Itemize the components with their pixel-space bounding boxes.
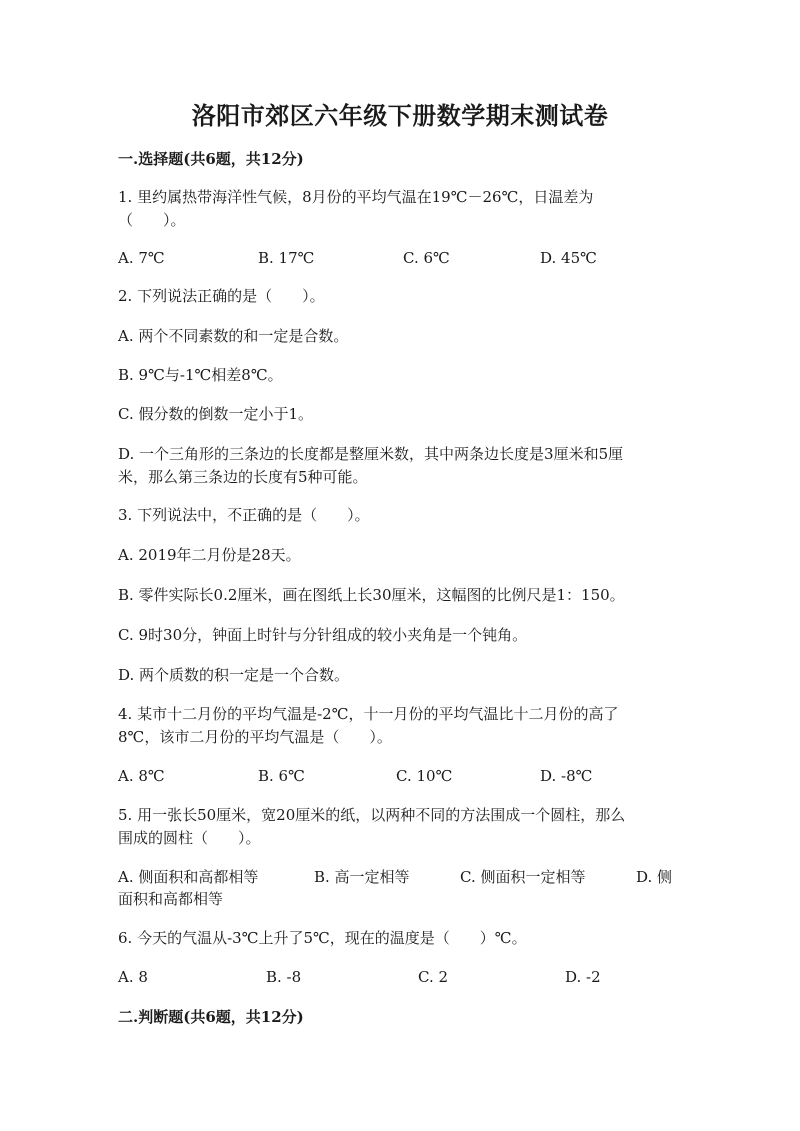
question-6-option-b: B. -8 — [266, 968, 302, 986]
question-4-option-c: C. 10℃ — [396, 767, 453, 785]
question-1-option-b: B. 17℃ — [258, 249, 315, 267]
question-2-option-d-cont: 米，那么第三条边的长度有5种可能。 — [118, 468, 368, 486]
question-5-option-a: A. 侧面积和高都相等 — [118, 868, 259, 886]
question-1-option-d: D. 45℃ — [540, 249, 597, 267]
question-6-stem: 6. 今天的气温从-3℃上升了5℃，现在的温度是（ ）℃。 — [118, 929, 527, 947]
question-2-option-a: A. 两个不同素数的和一定是合数。 — [118, 327, 349, 345]
question-3-option-b: B. 零件实际长0.2厘米，画在图纸上长30厘米，这幅图的比例尺是1：150。 — [118, 586, 625, 604]
question-2-option-c: C. 假分数的倒数一定小于1。 — [118, 405, 314, 423]
question-2-option-b: B. 9℃与-1℃相差8℃。 — [118, 366, 283, 384]
question-6-option-c: C. 2 — [418, 968, 449, 986]
question-5-option-c: C. 侧面积一定相等 — [460, 868, 586, 886]
question-1-stem: 1. 里约属热带海洋性气候，8月份的平均气温在19℃－26℃，日温差为 — [118, 188, 594, 206]
question-3-option-a: A. 2019年二月份是28天。 — [118, 546, 301, 564]
section-heading-choice: 一.选择题(共6题，共12分) — [118, 150, 304, 168]
question-4-option-a: A. 8℃ — [118, 767, 165, 785]
question-5-stem-cont: 围成的圆柱（ ）。 — [118, 829, 261, 847]
question-2-option-d: D. 一个三角形的三条边的长度都是整厘米数，其中两条边长度是3厘米和5厘 — [118, 445, 624, 463]
question-4-option-b: B. 6℃ — [258, 767, 305, 785]
question-1-option-a: A. 7℃ — [118, 249, 165, 267]
question-3-option-d: D. 两个质数的积一定是一个合数。 — [118, 666, 350, 684]
section-heading-judgment: 二.判断题(共6题，共12分) — [118, 1008, 304, 1026]
question-1-option-c: C. 6℃ — [403, 249, 450, 267]
question-5-stem: 5. 用一张长50厘米，宽20厘米的纸，以两种不同的方法围成一个圆柱，那么 — [118, 806, 626, 824]
question-1-stem-cont: （ ）。 — [118, 211, 186, 229]
page-title: 洛阳市郊区六年级下册数学期末测试卷 — [191, 101, 609, 130]
question-6-option-a: A. 8 — [118, 968, 148, 986]
question-5-option-d-cont: 面积和高都相等 — [118, 890, 224, 908]
question-3-stem: 3. 下列说法中，不正确的是（ ）。 — [118, 506, 370, 524]
question-5-option-d: D. 侧 — [636, 868, 673, 886]
question-4-stem-cont: 8℃，该市二月份的平均气温是（ ）。 — [118, 728, 392, 746]
question-3-option-c: C. 9时30分，钟面上时针与分针组成的较小夹角是一个钝角。 — [118, 626, 528, 644]
question-2-stem: 2. 下列说法正确的是（ ）。 — [118, 287, 325, 305]
question-4-option-d: D. -8℃ — [540, 767, 593, 785]
question-5-option-b: B. 高一定相等 — [314, 868, 410, 886]
question-6-option-d: D. -2 — [565, 968, 601, 986]
question-4-stem: 4. 某市十二月份的平均气温是-2℃，十一月份的平均气温比十二月份的高了 — [118, 705, 619, 723]
